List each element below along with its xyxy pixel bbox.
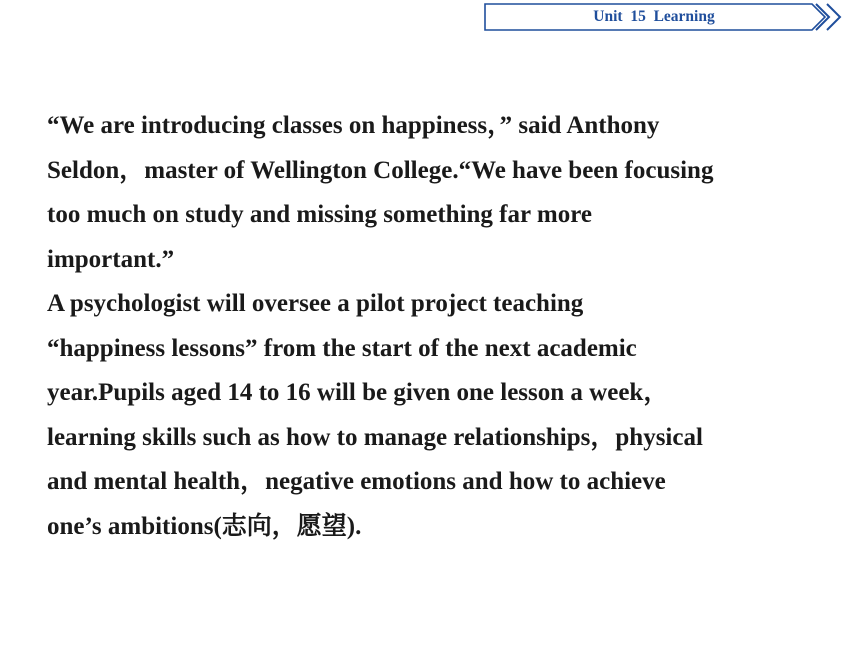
passage-line: one’s ambitions(志向，愿望). [47,512,362,540]
unit-title: Unit 15 Learning [593,8,715,25]
passage-line: “We are introducing classes on happiness，” said Anthony [47,112,660,139]
passage-line: A psychologist will oversee a pilot project teaching [47,290,584,317]
unit-header-banner [484,3,854,31]
passage-line: too much on study and missing something far more [47,201,592,228]
passage-text [47,104,837,549]
passage-line: learning skills such as how to manage relationships，physical [47,423,703,451]
passage-line: and mental health，negative emotions and how to achieve [47,468,666,495]
passage-line: “happiness lessons” from the start of the next academic [47,334,637,362]
passage-line: important.” [47,245,175,273]
passage-line: year.Pupils aged 14 to 16 will be given one lesson a week， [47,379,669,406]
passage-line: Seldon，master of Wellington College.“We have been focusing [47,156,714,184]
